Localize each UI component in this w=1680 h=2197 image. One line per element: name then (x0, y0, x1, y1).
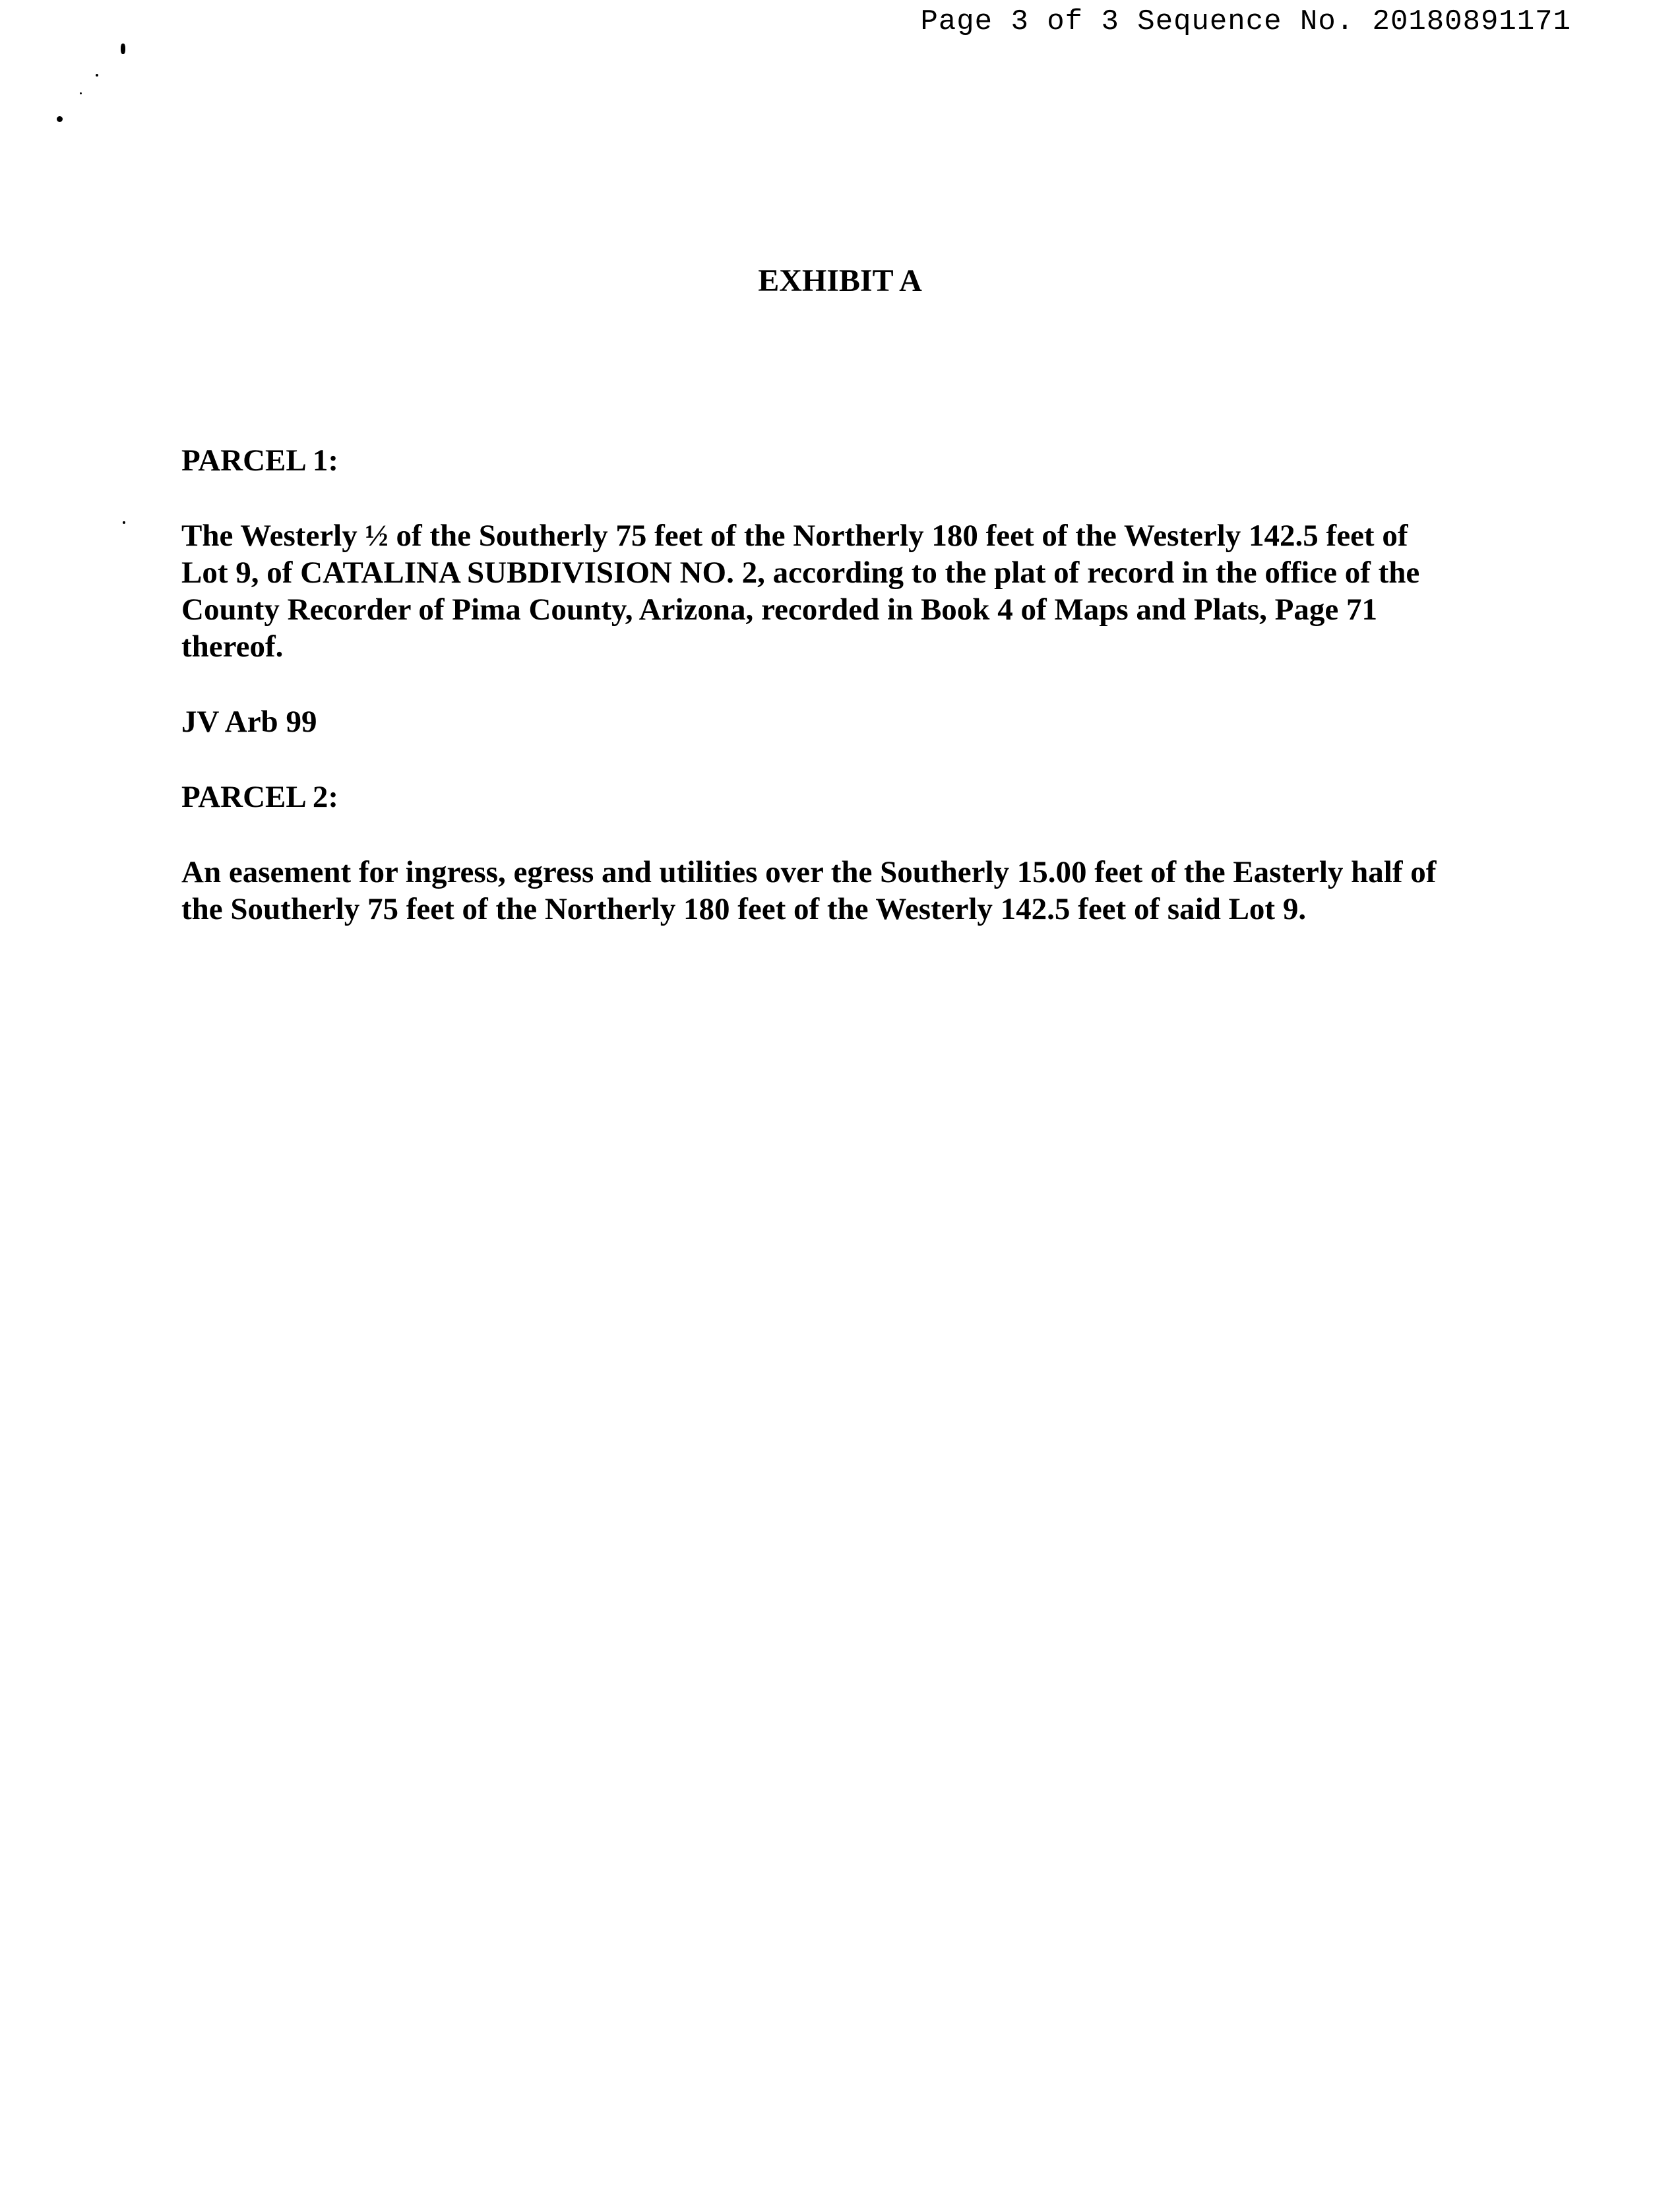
scan-speck (123, 521, 125, 524)
parcel-2-line: the Southerly 75 feet of the Northerly 180 feet of the Westerly 142.5 feet of said Lot 9. (181, 892, 1307, 926)
parcel-1-line: Lot 9, of CATALINA SUBDIVISION NO. 2, according to the plat of record in the office of the (181, 556, 1420, 590)
scan-speck (57, 116, 63, 122)
parcel-2-heading: PARCEL 2: (181, 780, 339, 814)
parcel-2-line: An easement for ingress, egress and utilities over the Southerly 15.00 feet of the Easterly half of (181, 855, 1437, 889)
reference-note: JV Arb 99 (181, 705, 317, 739)
parcel-1-line: The Westerly ½ of the Southerly 75 feet of the Northerly 180 feet of the Westerly 142.5 feet of (181, 519, 1408, 553)
document-title: EXHIBIT A (758, 263, 922, 298)
parcel-1-line: County Recorder of Pima County, Arizona, recorded in Book 4 of Maps and Plats, Page 71 (181, 592, 1377, 627)
parcel-1-heading: PARCEL 1: (181, 443, 339, 478)
parcel-1-description (181, 517, 1507, 665)
scan-speck (96, 74, 98, 77)
document-body (181, 442, 1507, 966)
parcel-1-line: thereof. (181, 629, 284, 664)
scan-speck (121, 44, 125, 54)
parcel-2-description (181, 854, 1507, 928)
page-header: Page 3 of 3 Sequence No. 20180891171 (920, 5, 1571, 38)
scan-speck (80, 92, 82, 94)
